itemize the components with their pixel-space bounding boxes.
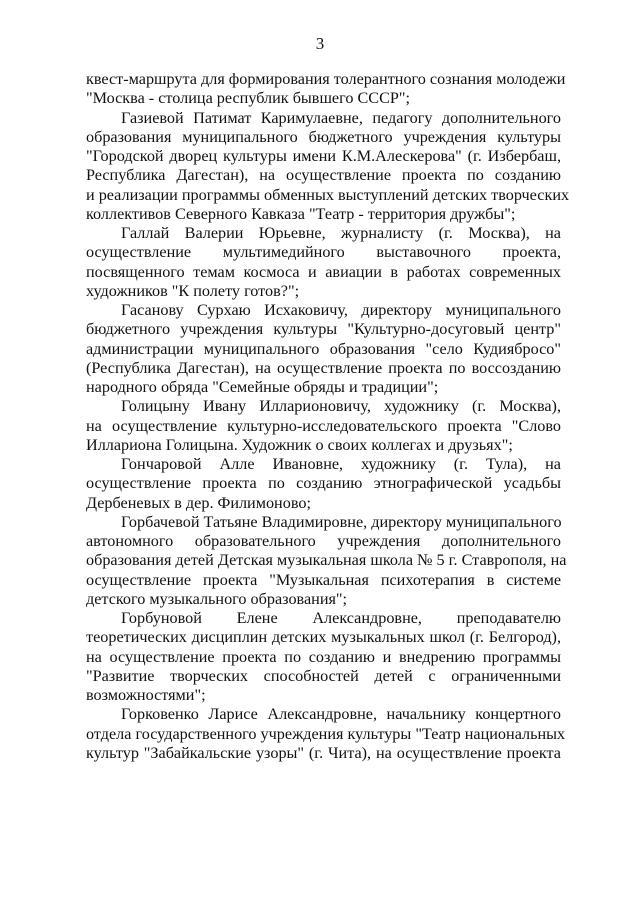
paragraph-goncharova xyxy=(86,455,561,513)
text-line: квест-маршрута для формирования толерантного сознания молодежи xyxy=(86,70,566,88)
text-line: детского музыкального образования"; xyxy=(86,589,348,608)
text-line: Галлай Валерии Юрьевне, журналисту (г. Москва), на xyxy=(121,224,561,242)
text-line: посвященного темам космоса и авиации в работах современных xyxy=(86,262,561,281)
text-line: "Развитие творческих способностей детей с ограниченными xyxy=(86,666,561,685)
text-line: возможностями"; xyxy=(86,686,206,704)
text-line: и реализации программы обменных выступлений детских творческих xyxy=(86,185,570,204)
text-line: Голицыну Ивану Илларионовичу, художнику (г. Москва), xyxy=(121,397,561,416)
text-line: Горковенко Ларисе Александровне, начальнику концертного xyxy=(121,705,561,724)
text-line: (Республика Дагестан), на осуществление проекта по воссозданию xyxy=(86,358,561,377)
paragraph-gasanov xyxy=(86,301,561,397)
paragraph-golitsyn xyxy=(86,397,561,455)
text-line: осуществление проекта "Музыкальная психотерапия в системе xyxy=(86,570,561,589)
text-line: отдела государственного учреждения культуры "Театр национальных xyxy=(86,724,566,743)
paragraph-gorbacheva xyxy=(86,512,567,609)
text-line: образования детей Детская музыкальная школа № 5 г. Ставрополя, на xyxy=(86,551,567,570)
text-line: коллективов Северного Кавказа "Театр - территория дружбы"; xyxy=(86,204,516,223)
text-line: Республика Дагестан), на осуществление проекта по созданию xyxy=(86,166,561,185)
text-line: культур "Забайкальские узоры" (г. Чита), на осуществление проекта xyxy=(86,743,561,762)
text-line: Горбуновой Елене Александровне, преподавателю xyxy=(121,609,561,627)
paragraph-gallai xyxy=(86,224,561,301)
text-line: бюджетного учреждения культуры "Культурно-досуговый центр" xyxy=(86,320,561,339)
paragraph-continuation xyxy=(86,70,566,109)
document-body xyxy=(86,70,570,763)
text-line: Газиевой Патимат Каримулаевне, педагогу дополнительного xyxy=(121,108,561,127)
text-line: осуществление мультимедийного выставочного проекта, xyxy=(86,243,561,262)
text-line: администрации муниципального образования "село Кудиябросо" xyxy=(86,339,561,358)
text-line: на осуществление проекта по созданию и внедрению программы xyxy=(86,647,561,666)
paragraph-gorkovenko xyxy=(86,705,566,763)
text-line: Гасанову Сурхаю Исхаковичу, директору муниципального xyxy=(121,301,561,319)
paragraph-gorbunova xyxy=(86,609,561,705)
text-line: Горбачевой Татьяне Владимировне, директору муниципального xyxy=(121,512,562,531)
text-line: осуществление проекта по созданию этнографической усадьбы xyxy=(86,474,561,493)
text-line: на осуществление культурно-исследовательского проекта "Слово xyxy=(86,416,561,435)
text-line: образования муниципального бюджетного учреждения культуры xyxy=(86,127,561,146)
text-line: художников "К полету готов?"; xyxy=(86,281,300,300)
text-line: народного обряда "Семейные обряды и традиции"; xyxy=(86,378,439,396)
text-line: "Городской дворец культуры имени К.М.Алескерова" (г. Избербаш, xyxy=(86,147,561,165)
paragraph-gazieva xyxy=(86,108,570,225)
text-line: теоретических дисциплин детских музыкальных школ (г. Белгород), xyxy=(86,628,561,647)
text-line: Дербеневых в дер. Филимоново; xyxy=(86,493,311,512)
text-line: "Москва - столица республик бывшего СССР"; xyxy=(86,89,410,108)
text-line: Гончаровой Алле Ивановне, художнику (г. Тула), на xyxy=(121,455,561,473)
page-number: 3 xyxy=(315,34,325,53)
text-line: автономного образовательного учреждения дополнительного xyxy=(86,532,561,550)
text-line: Иллариона Голицына. Художник о своих коллегах и друзьях"; xyxy=(86,435,513,454)
